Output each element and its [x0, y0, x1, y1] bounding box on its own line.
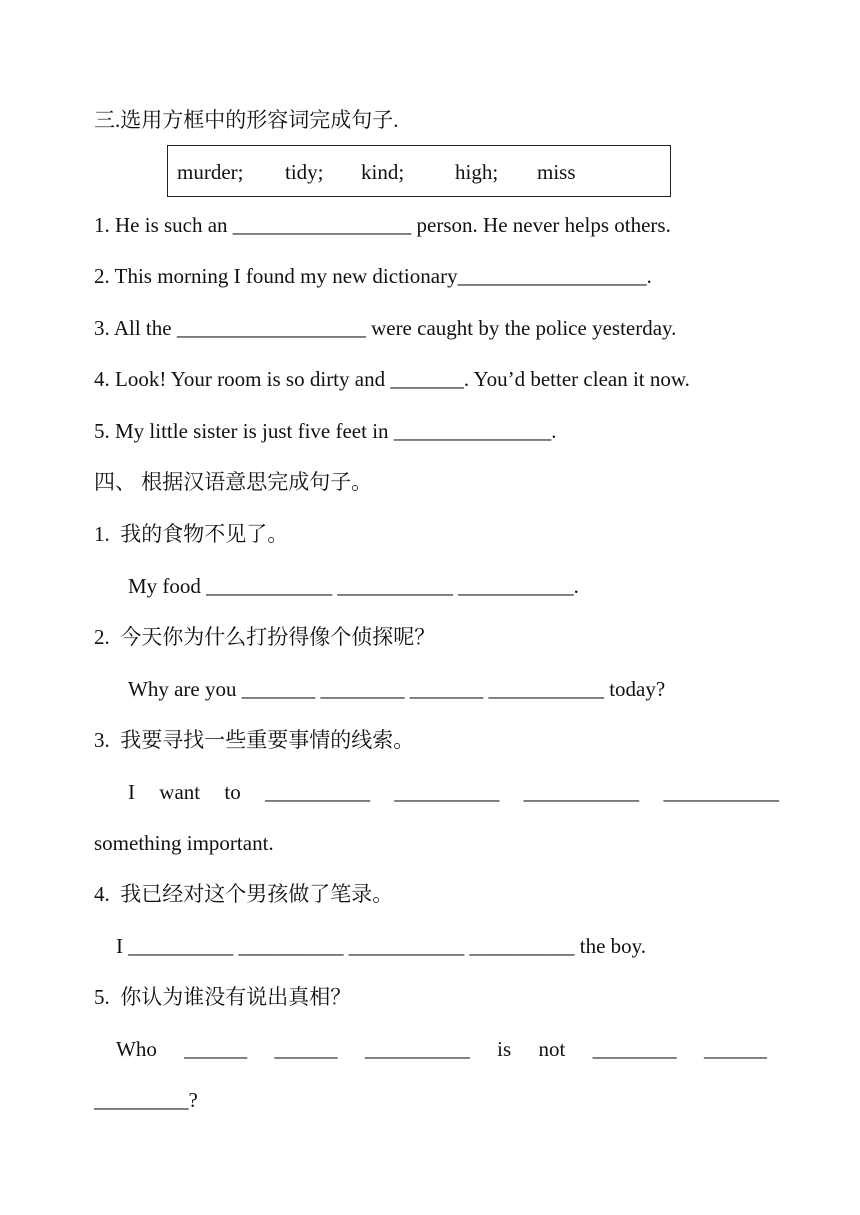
answer-blank: ______ [274, 1037, 338, 1061]
answer-blank: ___________ [663, 780, 779, 804]
answer-blank: __________ [265, 780, 371, 804]
answer-blank: __________ [364, 1037, 470, 1061]
question-4-4-english: I __________ __________ ___________ __________ the boy. [116, 934, 647, 958]
question-3-2: 2. This morning I found my new dictionary__________________. [94, 264, 652, 288]
section-3-title: 三.选用方框中的形容词完成句子. [94, 108, 399, 132]
question-4-3-english [128, 778, 779, 806]
question-4-2-chinese: 2. 今天你为什么打扮得像个侦探呢？ [94, 625, 436, 649]
question-4-1-chinese: 1. 我的食物不见了。 [94, 522, 289, 546]
sentence-word: want [159, 780, 201, 804]
answer-blank: ___________ [523, 780, 640, 804]
question-4-2-english: Why are you _______ ________ _______ ___________ today? [128, 677, 666, 701]
word-option: kind; [361, 160, 405, 184]
sentence-word: Who [116, 1037, 157, 1061]
sentence-word: not [538, 1037, 566, 1061]
question-3-3: 3. All the __________________ were caught by the police yesterday. [94, 316, 677, 340]
question-3-5: 5. My little sister is just five feet in _______________. [94, 419, 557, 443]
question-4-5-english [116, 1035, 767, 1063]
word-option: miss [537, 160, 576, 184]
word-box [167, 145, 671, 197]
word-option: tidy; [285, 160, 324, 184]
question-4-5-continuation: _________? [94, 1088, 198, 1112]
sentence-word: is [497, 1037, 512, 1061]
section-4-title: 四、 根据汉语意思完成句子。 [94, 470, 373, 494]
answer-blank: ______ [703, 1037, 767, 1061]
question-3-1: 1. He is such an _________________ person. He never helps others. [94, 213, 671, 237]
answer-blank: ______ [184, 1037, 248, 1061]
question-4-5-chinese: 5. 你认为谁没有说出真相？ [94, 985, 352, 1009]
sentence-word: to [224, 780, 241, 804]
question-4-4-chinese: 4. 我已经对这个男孩做了笔录。 [94, 882, 394, 906]
word-option: high; [455, 160, 499, 184]
word-option: murder; [177, 160, 244, 184]
question-4-1-english: My food ____________ ___________ ___________. [128, 574, 579, 598]
question-4-3-continuation: something important. [94, 831, 274, 855]
answer-blank: ________ [592, 1037, 677, 1061]
sentence-word: I [128, 780, 135, 804]
question-3-4: 4. Look! Your room is so dirty and _______. You’d better clean it now. [94, 367, 690, 391]
question-4-3-chinese: 3. 我要寻找一些重要事情的线索。 [94, 728, 415, 752]
answer-blank: __________ [394, 780, 500, 804]
